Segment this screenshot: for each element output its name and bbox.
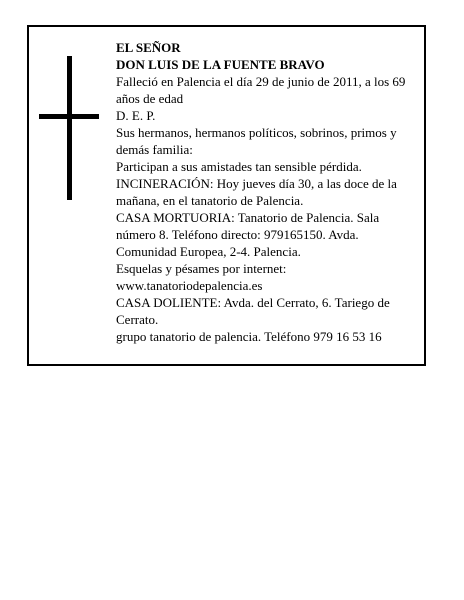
deceased-name: DON LUIS DE LA FUENTE BRAVO: [116, 57, 325, 72]
rip: D. E. P.: [116, 108, 156, 123]
condolence: Participan a sus amistades tan sensible pérdida.: [116, 159, 362, 174]
honorific: EL SEÑOR: [116, 40, 181, 55]
mourning-house-info: CASA DOLIENTE: Avda. del Cerrato, 6. Tariego de Cerrato.: [116, 295, 390, 327]
notice-text: [116, 39, 412, 345]
funeral-home-info: CASA MORTUORIA: Tanatorio de Palencia. Sala número 8. Teléfono directo: 979165150. Avda. Comunidad Europea, 2-4. Palencia.: [116, 210, 380, 259]
cremation-info: INCINERACIÓN: Hoy jueves día 30, a las doce de la mañana, en el tanatorio de Palencia.: [116, 176, 397, 208]
internet-info: Esquelas y pésames por internet: www.tanatoriodepalencia.es: [116, 261, 287, 293]
family: Sus hermanos, hermanos políticos, sobrinos, primos y demás familia:: [116, 125, 397, 157]
cross-icon: [39, 56, 99, 200]
cross-horizontal-bar: [39, 114, 99, 119]
obituary-notice: [27, 25, 426, 366]
cross-vertical-bar: [67, 56, 72, 200]
contact-info: grupo tanatorio de palencia. Teléfono 979 16 53 16: [116, 329, 382, 344]
death-info: Falleció en Palencia el día 29 de junio de 2011, a los 69 años de edad: [116, 74, 406, 106]
